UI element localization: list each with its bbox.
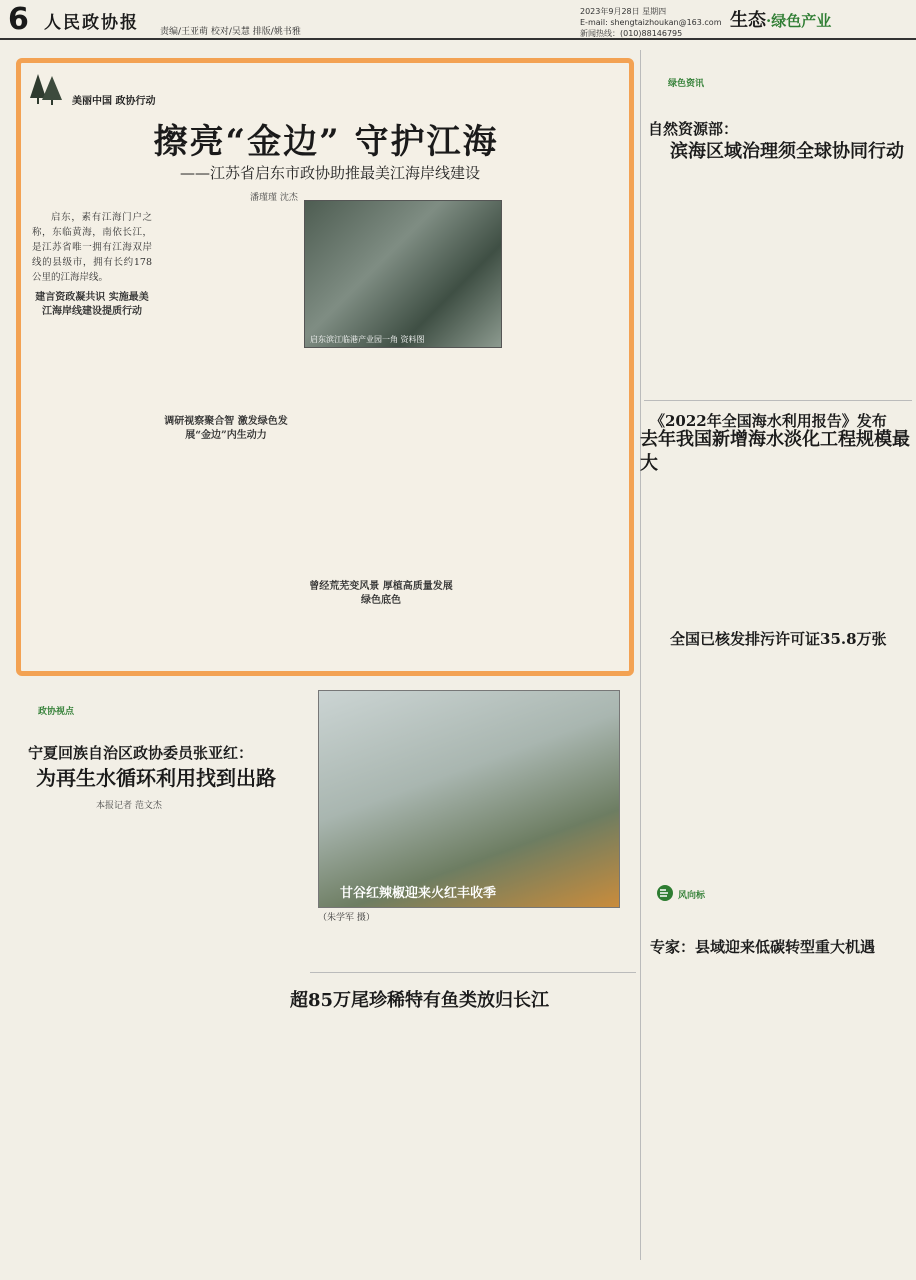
feature-para: 启东，素有江海门户之称，东临黄海，南依长江，是江苏省唯一拥有江海双岸线的县级市，拥有长约178公里的江海岸线。 <box>32 212 152 283</box>
email: E-mail: shengtaizhoukan@163.com <box>580 18 722 27</box>
wind-icon <box>656 884 674 902</box>
tag-trend: 风向标 <box>678 891 706 901</box>
feature-column-1 <box>32 210 152 665</box>
county-body <box>648 966 908 1262</box>
paper-name: 人民政协报 <box>44 13 139 33</box>
feature-byline: 潘瑾瑾 沈杰 <box>250 193 298 203</box>
dateline <box>580 6 722 39</box>
headline-report: 《2022年全国海水利用报告》发布 <box>650 412 887 430</box>
feature-column-2 <box>160 210 292 665</box>
feature-headline: 擦亮“金边” 守护江海 <box>153 122 499 162</box>
phone: 新闻热线：(010)88146795 <box>580 29 683 38</box>
feature-subtitle-2: 调研视察聚合智 激发绿色发展“金边”内生动力 <box>164 416 288 441</box>
tree-icon <box>28 72 64 106</box>
lead-committee: 宁夏回族自治区政协委员张亚红： <box>28 744 254 762</box>
chili-caption <box>318 912 620 925</box>
headline-permits: 全国已核发排污许可证35.8万张 <box>670 630 887 648</box>
staff-line: 责编/王亚萌 校对/吴慧 排版/姚书雅 <box>160 27 301 37</box>
feature-subhead: ——江苏省启东市政协助推最美江海岸线建设 <box>179 164 480 182</box>
headline-fish: 超85万尾珍稀特有鱼类放归长江 <box>290 990 550 1011</box>
feature-photo-caption: 启东滨江临港产业园一角 资料图 <box>310 335 425 344</box>
bottom-byline: 本报记者 范文杰 <box>96 801 162 811</box>
column-divider <box>640 50 641 1260</box>
headline-coastal: 滨海区域治理须全球协同行动 <box>670 141 904 162</box>
feature-column-3 <box>306 360 456 665</box>
column-tag: 美丽中国 政协行动 <box>72 96 156 107</box>
coastal-body <box>648 170 908 390</box>
feature-subtitle-1: 建言资政凝共识 实施最美江海岸线建设提质行动 <box>35 292 149 317</box>
section-sub: ·绿色产业 <box>766 12 832 30</box>
chili-photo <box>318 690 620 908</box>
chili-photo-caption: 甘谷红辣椒迎来火红丰收季 <box>340 886 497 901</box>
permits-body <box>648 658 908 868</box>
fish-body <box>310 1018 636 1263</box>
lead-ministry: 自然资源部： <box>648 120 739 138</box>
section-name: 生态 <box>730 10 766 31</box>
divider <box>644 400 912 401</box>
feature-subtitle-3: 曾经荒芜变风景 厚植高质量发展绿色底色 <box>309 581 453 606</box>
tag-green-news: 绿色资讯 <box>668 79 705 89</box>
water-body <box>20 815 300 1260</box>
headline-county: 专家：县域迎来低碳转型重大机遇 <box>650 938 876 956</box>
divider <box>310 972 636 973</box>
page-number: 6 <box>8 2 29 37</box>
section-head <box>730 6 831 34</box>
desalination-body <box>648 458 908 618</box>
date: 2023年9月28日 星期四 <box>580 7 667 16</box>
chili-photo-note: （朱学军 摄） <box>318 913 375 923</box>
feature-column-4 <box>466 210 616 665</box>
headline-water: 为再生水循环利用找到出路 <box>36 766 276 790</box>
headline-desalination: 去年我国新增海水淡化工程规模最大 <box>640 429 910 474</box>
tag-viewpoint: 政协视点 <box>38 707 75 717</box>
